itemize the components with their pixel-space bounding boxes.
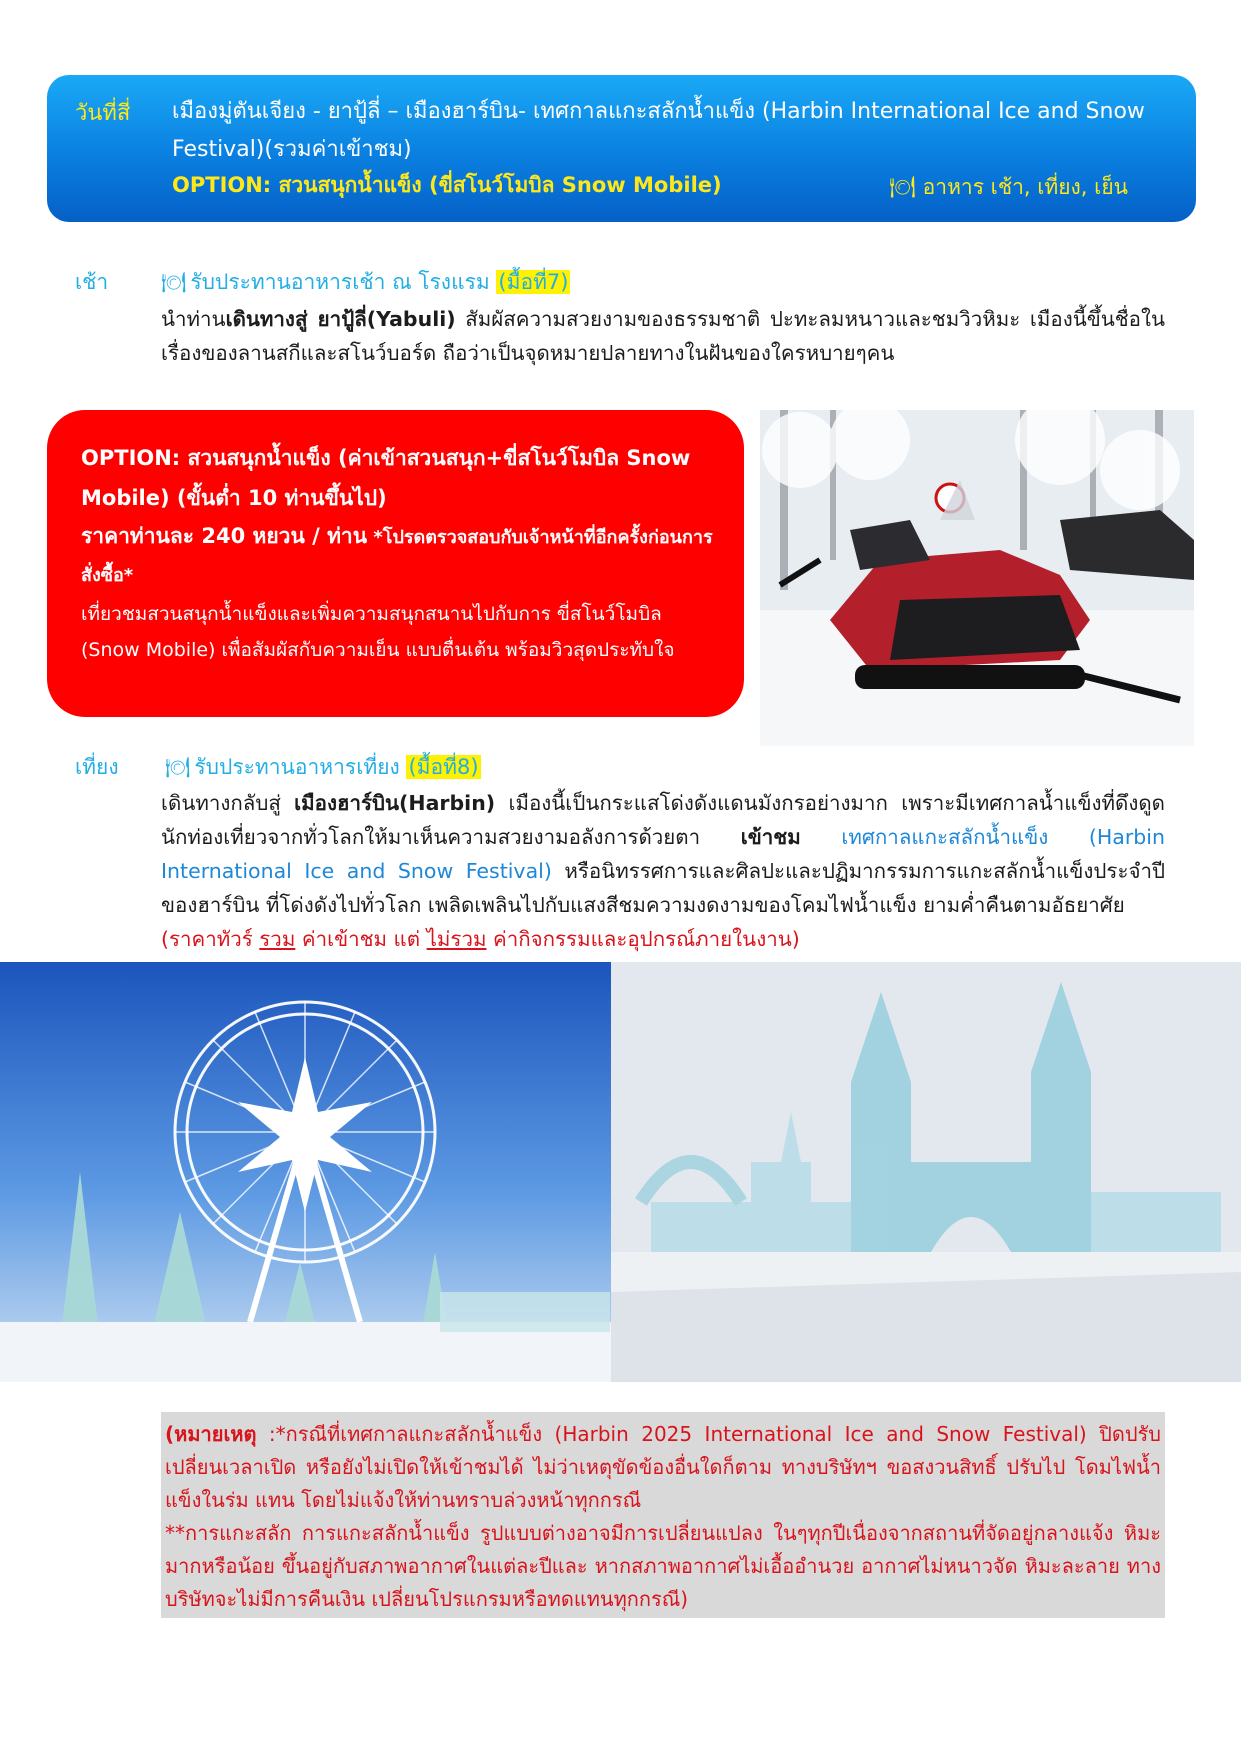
dish-icon: 🍽 [165,755,191,779]
option-box-title: OPTION: สวนสนุกน้ำแข็ง (ค่าเข้าสวนสนุก+ขี่สโนว์โมบิล Snow Mobile) (ขั้นต่ำ 10 ท่านขึ้นไป) [81,446,691,510]
text: เดินทางกลับสู่ [161,791,295,815]
noon-paragraph [161,786,1165,956]
meal-lunch-label: รับประทานอาหารเที่ยง [194,755,400,779]
included-text: รวม [259,927,296,951]
visit-bold: เข้าชม [740,825,801,849]
route-title: เมืองมู่ตันเจียง - ยาปู้ลี่ – เมืองฮาร์บิน- เทศกาลแกะสลักน้ำแข็ง (Harbin International Ice and Snow Festival)(รวมค่าเข้าชม) [172,99,1145,162]
meal-lunch [165,751,481,784]
text: (ราคาทัวร์ [161,927,260,951]
meal-number: (มื้อที่8) [408,755,479,779]
text: เมืองนี้เป็นกระแสโด่งดังแดนมังกรอย่างมาก เพราะมีเทศกาลน้ำแข็งที่ดึงดูดนักท่องเที่ยวจากทั่วโลกให้มาเห็นความสวยงามอลังการด้วยตา [161,791,1165,849]
day-label: วันที่สี่ [75,101,131,126]
text: นำท่าน [161,307,226,331]
morning-paragraph [161,302,1165,370]
snowmobile-photo [760,410,1194,746]
text: ค่าเข้าชม แต่ [295,927,427,951]
meal-breakfast [161,266,570,299]
text: สัมผัสความสวยงามของธรรมชาติ ปะทะลมหนาวและชมวิวหิมะ เมืองนี้ขึ้นชื่อในเรื่องของลานสกีและสโนว์บอร์ด ถือว่าเป็นจุดหมายปลายทางในฝันของใครหบายๆคน [161,307,1165,365]
meals-summary: 🍽 อาหาร เช้า, เที่ยง, เย็น [889,175,1128,199]
slot-noon: เที่ยง [75,755,119,779]
price-inclusion-note [161,927,800,951]
remarks-label: (หมายเหตุ [165,1422,257,1446]
text: ค่ากิจกรรมและอุปกรณ์ภายในงาน) [486,927,800,951]
price-note: *โปรดตรวจสอบกับเจ้าหน้าที่อีกครั้งก่อนการสั่งซื้อ* [81,527,713,586]
option-box-description: เที่ยวชมสวนสนุกน้ำแข็งและเพิ่มความสนุกสนานไปกับการ ขี่สโนว์โมบิล (Snow Mobile) เพื่อสัมผัสกับความเย็น แบบตื่นเต้น พร้อมวิวสุดประทับใจ [81,603,675,661]
remarks-line-2: **การแกะสลัก การแกะสลักน้ำแข็ง รูปแบบต่างอาจมีการเปลี่ยนแปลง ในๆทุกปีเนื่องจากสถานที่จัดอยู่กลางแจ้ง หิมะมากหรือน้อย ขึ้นอยู่กับสภาพอากาศในแต่ละปีและ หากสภาพอากาศไม่เอื้ออำนวย อากาศไม่หนาวจัด หิมะละลาย ทางบริษัทจะไม่มีการคืนเงิน เปลี่ยนโปรแกรมหรือทดแทนทุกกรณี) [165,1521,1161,1611]
meal-breakfast-label: รับประทานอาหารเช้า ณ โรงแรม [190,270,490,294]
remarks-line-1: :*กรณีที่เทศกาลแกะสลักน้ำแข็ง (Harbin 2025 International Ice and Snow Festival) ปิดปรับเปลี่ยนเวลาเปิด หรือยังไม่เปิดให้เข้าชมได้ ไม่ว่าเหตุขัดข้องอื่นใดก็ตาม ทางบริษัทฯ ขอสงวนสิทธิ์ ปรับไป โดมไฟน้ำแข็งในร่ม แทน โดยไม่แจ้งให้ท่านทราบล่วงหน้าทุกกรณี [165,1422,1161,1512]
option-box [47,410,744,717]
meal-number: (มื้อที่7) [498,270,569,294]
day-header-banner [47,75,1196,222]
price: ราคาท่านละ 240 หยวน / ท่าน [81,524,368,548]
excluded-text: ไม่รวม [426,927,487,951]
remarks-box [161,1412,1165,1618]
dish-icon: 🍽 [161,270,187,294]
ice-castle-photo [611,962,1241,1382]
option-box-price [81,518,721,594]
destination-bold: เดินทางสู่ ยาปู้ลี่(Yabuli) [225,307,456,331]
city-bold: เมืองฮาร์บิน(Harbin) [294,791,496,815]
festival-name: เทศกาลแกะสลักน้ำแข็ง (Harbin International Ice and Snow Festival) [161,825,1165,883]
option-title: OPTION: สวนสนุกน้ำแข็ง (ขี่สโนว์โมบิล Snow Mobile) [172,173,722,197]
slot-morning: เช้า [75,270,109,294]
text: หรือนิทรรศการและศิลปะและปฏิมากรรมการแกะสลักน้ำแข็งประจำปีของฮาร์บิน ที่โด่งดังไปทั่วโลก เพลิดเพลินไปกับแสงสีชมความงดงามของโคมไฟน้ำแข็ง ยามค่ำคืนตามอัธยาศัย [161,859,1165,917]
ferris-wheel-photo [0,962,611,1382]
